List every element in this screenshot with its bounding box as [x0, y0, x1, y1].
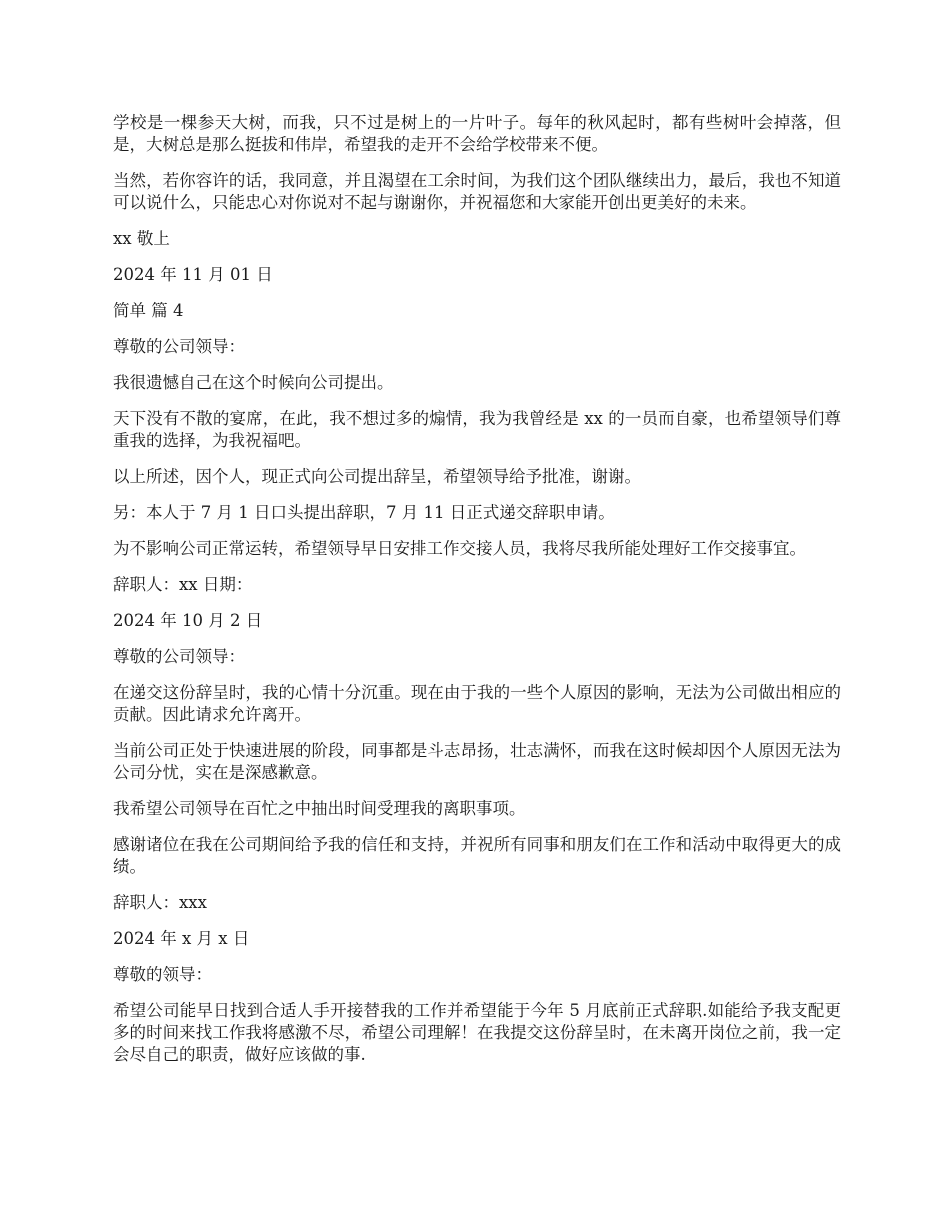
- paragraph-regret: 我很遗憾自己在这个时候向公司提出。: [113, 373, 394, 392]
- paragraph-continue-effort: 当然，若你容许的话，我同意，并且渴望在工余时间，为我们这个团队继续出力，最后，我也不知道可以说什么，只能忠心对你说对不起与谢谢你，并祝福您和大家能开创出更美好的未来。: [113, 171, 841, 212]
- date-line: 2024 年 11 月 01 日: [113, 265, 273, 284]
- signature-line: 辞职人：xxx: [113, 893, 207, 912]
- paragraph-school-tree: 学校是一棵参天大树，而我，只不过是树上的一片叶子。每年的秋风起时，都有些树叶会掉落，但是，大树总是那么挺拔和伟岸，希望我的走开不会给学校带来不便。: [113, 113, 841, 154]
- salutation: 尊敬的领导：: [113, 965, 212, 984]
- date-line: 2024 年 x 月 x 日: [113, 929, 250, 948]
- paragraph-thanks: 感谢诸位在我在公司期间给予我的信任和支持，并祝所有同事和朋友们在工作和活动中取得更大的成绩。: [113, 835, 841, 876]
- salutation: 尊敬的公司领导：: [113, 647, 245, 666]
- signature-line: 辞职人：xx 日期：: [113, 575, 253, 594]
- signature-closing: xx 敬上: [113, 229, 170, 248]
- paragraph-company-growth: 当前公司正处于快速进展的阶段，同事都是斗志昂扬，壮志满怀，而我在这时候却因个人原因无法为公司分忧，实在是深感歉意。: [113, 741, 841, 782]
- document-page: [113, 112, 841, 1080]
- paragraph-farewell: 天下没有不散的宴席，在此，我不想过多的煽情，我为我曾经是 xx 的一员而自豪，也希望领导们尊重我的选择，为我祝福吧。: [113, 409, 841, 450]
- date-line: 2024 年 10 月 2 日: [113, 611, 263, 630]
- paragraph-request-processing: 我希望公司领导在百忙之中抽出时间受理我的离职事项。: [113, 799, 526, 818]
- paragraph-heavy-heart: 在递交这份辞呈时，我的心情十分沉重。现在由于我的一些个人原因的影响，无法为公司做出相应的贡献。因此请求允许离开。: [113, 683, 841, 724]
- paragraph-handover: 为不影响公司正常运转，希望领导早日安排工作交接人员，我将尽我所能处理好工作交接事宜。: [113, 539, 806, 558]
- paragraph-dates-note: 另：本人于 7 月 1 日口头提出辞职，7 月 11 日正式递交辞职申请。: [113, 503, 615, 522]
- paragraph-formal-resignation: 以上所述，因个人，现正式向公司提出辞呈，希望领导给予批准，谢谢。: [113, 467, 641, 486]
- paragraph-replacement-request: 希望公司能早日找到合适人手开接替我的工作并希望能于今年 5 月底前正式辞职.如能给予我支配更多的时间来找工作我将感激不尽，希望公司理解！在我提交这份辞呈时，在未离开岗位之前，我一定会尽自己的职责，做好应该做的事.: [113, 1001, 841, 1064]
- section-heading: 简单 篇 4: [113, 301, 184, 320]
- salutation: 尊敬的公司领导：: [113, 337, 245, 356]
